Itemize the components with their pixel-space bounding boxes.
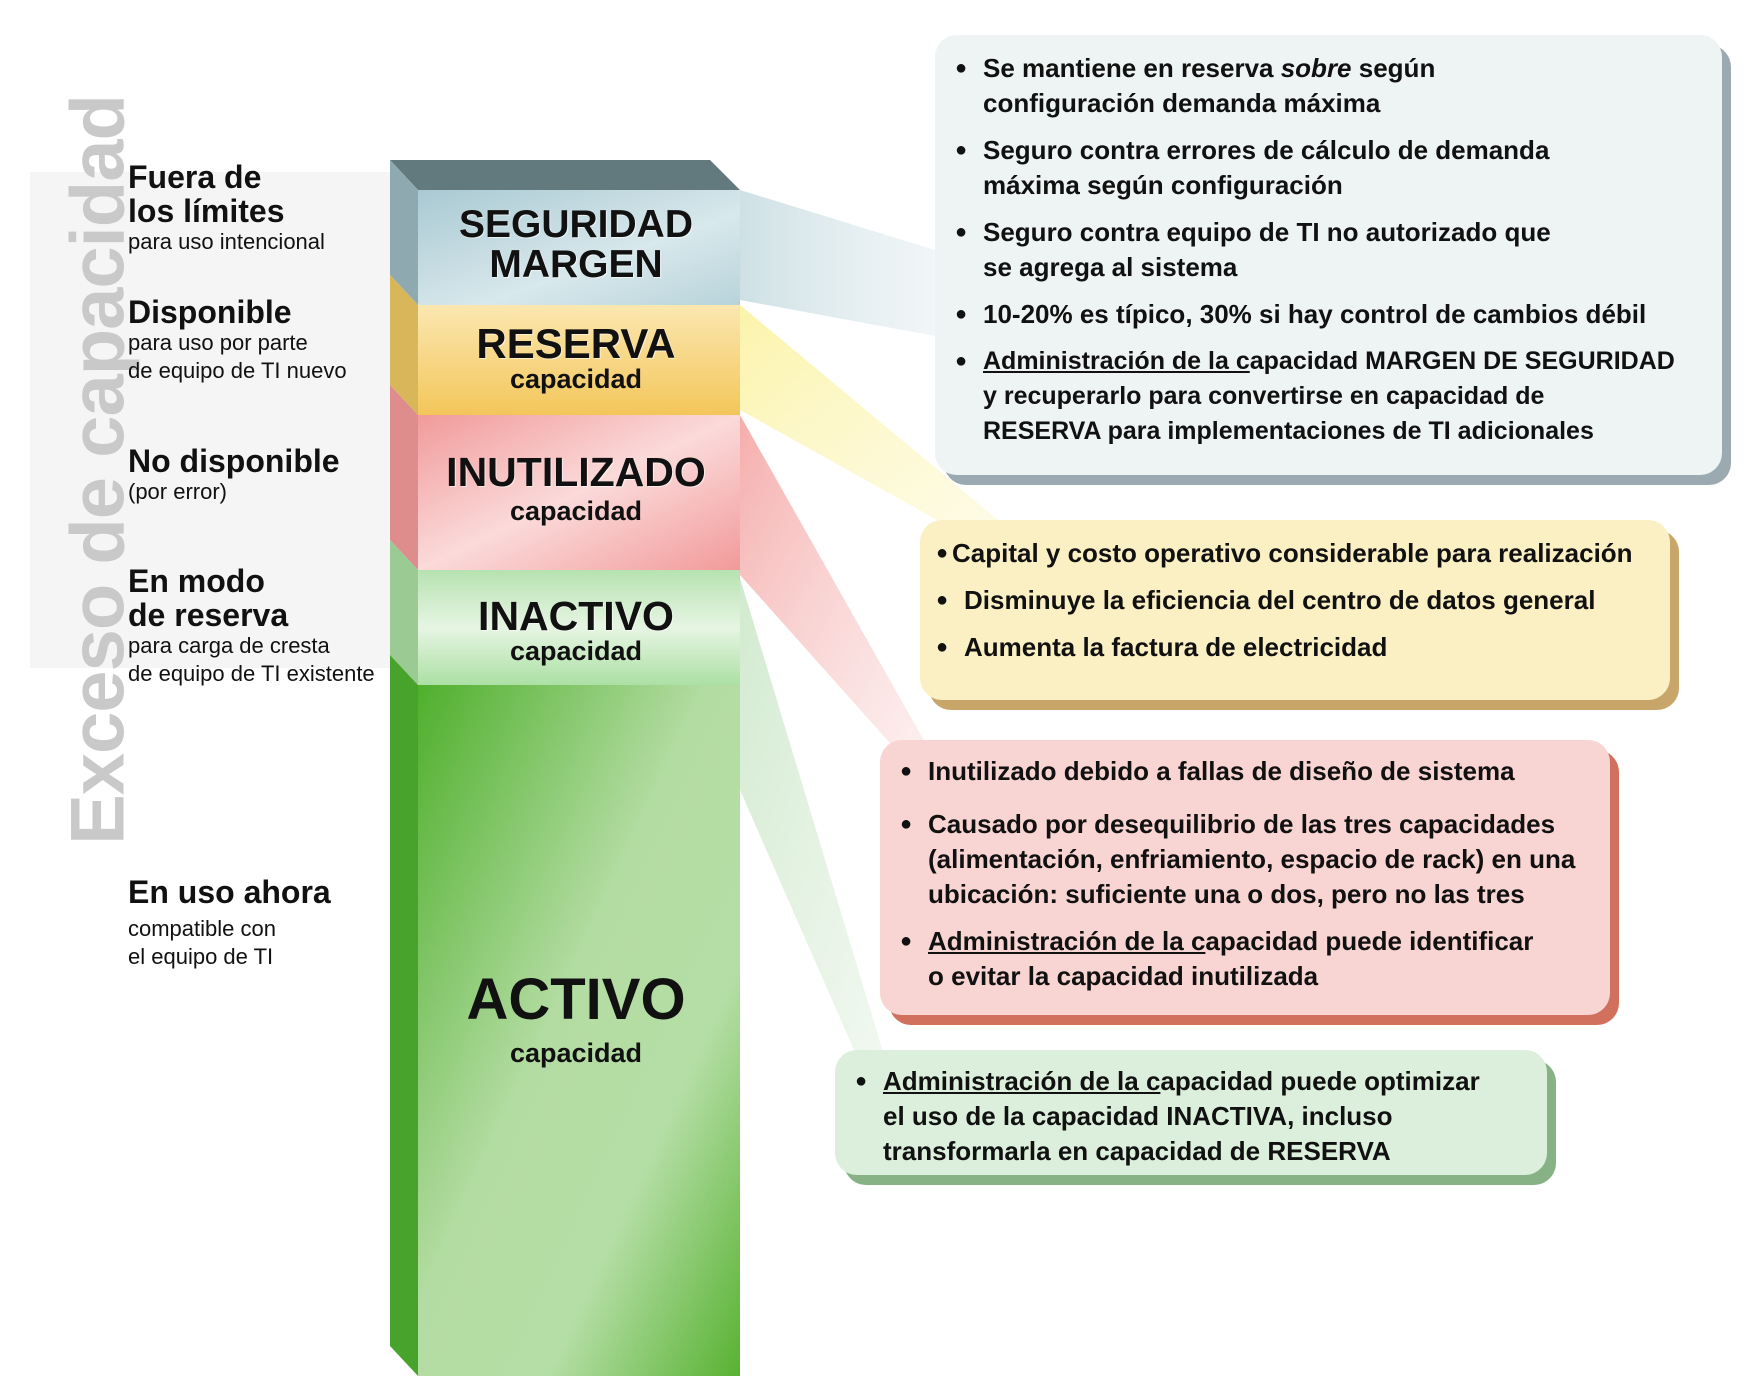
reserve-item: ● Disminuye la eficiencia del centro de datos general (936, 583, 1670, 618)
segment-unusable-label: INUTILIZADO capacidad (446, 449, 706, 526)
connector-safety (740, 190, 935, 336)
label-unavailable: No disponible (por error) (128, 443, 340, 504)
label-available: Disponible para uso por parte de equipo de TI nuevo (128, 294, 347, 383)
segment-active-label: ACTIVO capacidad (466, 967, 686, 1068)
unusable-item: ● Inutilizado debido a fallas de diseño de sistema (900, 754, 1610, 789)
reserve-item: ● Aumenta la factura de electricidad (936, 630, 1670, 665)
unusable-box (880, 740, 1610, 1015)
safety-item: ● Seguro contra errores de cálculo de demanda máxima según configuración (955, 133, 1722, 203)
safety-item: ● Se mantiene en reserva sobre según configuración demanda máxima (955, 51, 1722, 121)
label-in-use-now: En uso ahora compatible con el equipo de TI (128, 874, 331, 969)
idle-item: ● Administración de la capacidad puede optimizar el uso de la capacidad INACTIVA, incluso transformarla en capacidad de RESERVA (855, 1064, 1547, 1169)
unusable-item: ● Causado por desequilibrio de las tres capacidades (alimentación, enfriamiento, espacio de rack) en una ubicación: suficiente una o dos, pero no las tres (900, 807, 1610, 912)
reserve-item: ● Capital y costo operativo considerable para realización (936, 536, 1670, 571)
unusable-item: ● Administración de la capacidad puede identificar o evitar la capacidad inutilizada (900, 924, 1610, 994)
safety-item: ● Administración de la capacidad MARGEN DE SEGURIDAD y recuperarlo para convertirse en capacidad de RESERVA para implementaciones de TI adicionales (955, 344, 1722, 449)
column-top (390, 160, 740, 190)
excess-capacity-title: Exceso de capacidad (55, 95, 141, 845)
column-side-active (390, 655, 418, 1376)
reserve-box (920, 520, 1670, 700)
safety-item: ● 10-20% es típico, 30% si hay control de cambios débil (955, 297, 1722, 332)
safety-margin-box (935, 35, 1722, 475)
label-out-of-bounds: Fuera de los límites para uso intencional (128, 159, 325, 254)
segment-safety-label: SEGURIDAD MARGEN (458, 203, 694, 286)
segment-idle-label: INACTIVO capacidad (478, 593, 674, 666)
column-side-unusable (390, 385, 418, 570)
safety-item: ● Seguro contra equipo de TI no autorizado que se agrega al sistema (955, 215, 1722, 285)
label-standby: En modo de reserva para carga de cresta de equipo de TI existente (128, 563, 375, 686)
idle-box (835, 1050, 1547, 1175)
segment-reserve-label: RESERVA capacidad (476, 320, 676, 394)
